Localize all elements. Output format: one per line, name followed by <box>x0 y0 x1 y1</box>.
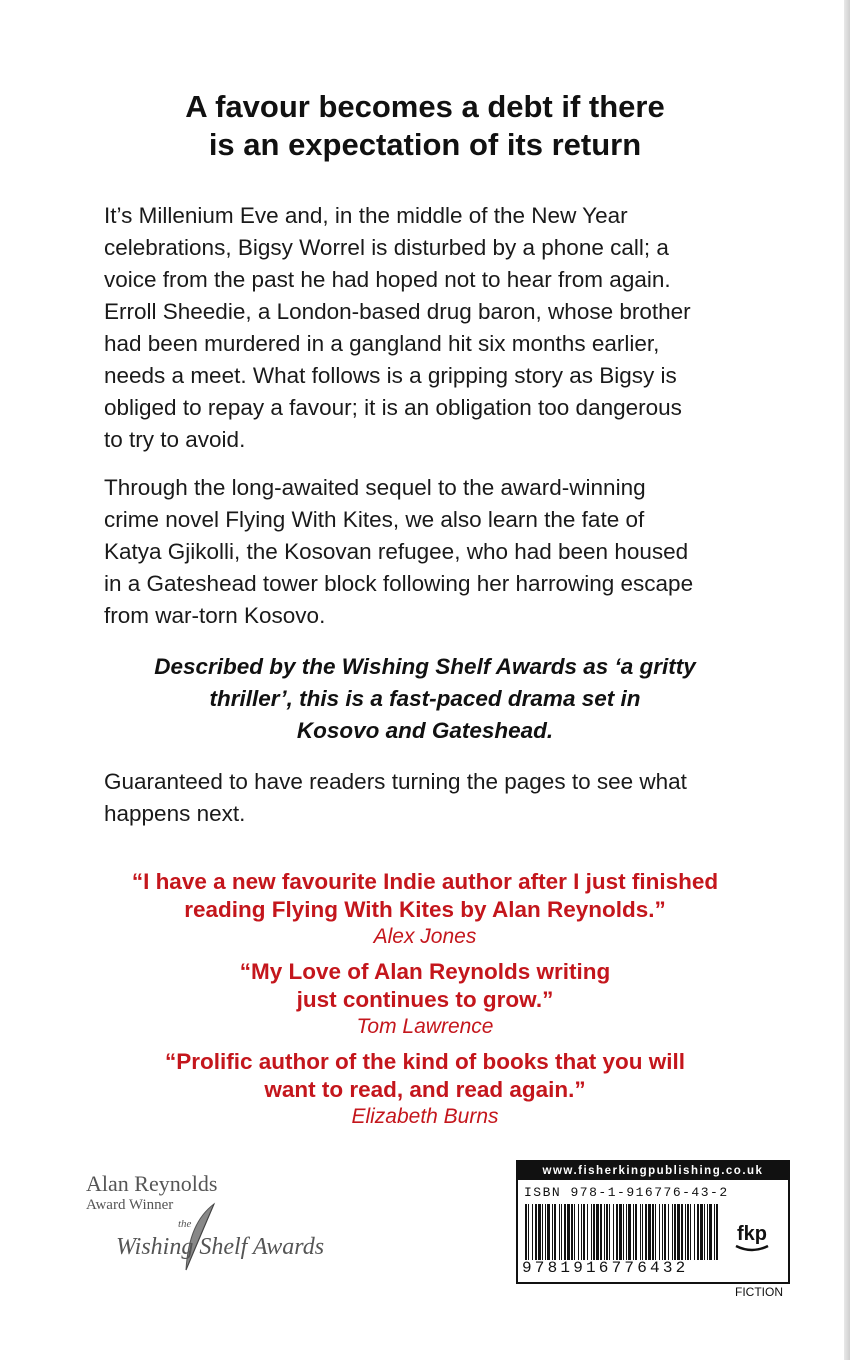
review-text-line: want to read, and read again.” <box>264 1077 586 1102</box>
barcode-bar <box>552 1204 553 1260</box>
barcode-bar <box>564 1204 566 1260</box>
barcode-bar <box>672 1204 673 1260</box>
isbn-text: ISBN 978-1-916776-43-2 <box>524 1185 729 1200</box>
barcode-bar <box>640 1204 641 1260</box>
genre-label: FICTION <box>735 1285 783 1299</box>
isbn-barcode-block <box>516 1160 790 1284</box>
award-callout <box>0 651 850 747</box>
barcode-bar <box>535 1204 537 1260</box>
publisher-logo-text: fkp <box>737 1223 767 1245</box>
review-quote <box>0 1048 850 1130</box>
barcode-bar <box>581 1204 582 1260</box>
blurb-line: obliged to repay a favour; it is an obligation too dangerous <box>104 395 682 420</box>
barcode-bar <box>532 1204 533 1260</box>
blurb-line: had been murdered in a gangland hit six months earlier, <box>104 331 660 356</box>
barcode-bar <box>561 1204 562 1260</box>
barcode-bar <box>554 1204 556 1260</box>
review-text-line: just continues to grow.” <box>296 987 554 1012</box>
barcode-bar <box>571 1204 573 1260</box>
barcode-bar <box>545 1204 546 1260</box>
barcode-bar <box>648 1204 651 1260</box>
barcode-bar <box>681 1204 683 1260</box>
barcode-bar <box>591 1204 592 1260</box>
blurb-line: needs a meet. What follows is a gripping story as Bigsy is <box>104 363 677 388</box>
barcode-bar <box>574 1204 575 1260</box>
barcode-bar <box>697 1204 699 1260</box>
barcode-bar <box>542 1204 543 1260</box>
barcode-bar <box>685 1204 686 1260</box>
barcode-bar <box>578 1204 579 1260</box>
award-title: Award Winner <box>86 1197 174 1213</box>
barcode-bar <box>635 1204 637 1260</box>
blurb-line: It’s Millenium Eve and, in the middle of the New Year <box>104 203 628 228</box>
barcode-bar <box>559 1204 560 1260</box>
barcode-bar <box>700 1204 703 1260</box>
wishing-shelf-awards-logo: Wishing Shelf Awards <box>116 1234 325 1260</box>
headline-line-1: A favour becomes a debt if there <box>185 89 665 124</box>
review-author: Tom Lawrence <box>356 1015 494 1038</box>
award-badge <box>86 1172 346 1282</box>
blurb-line: Katya Gjikolli, the Kosovan refugee, who had been housed <box>104 539 689 564</box>
review-author: Alex Jones <box>373 925 477 948</box>
blurb-line: happens next. <box>104 801 246 826</box>
barcode-bar <box>626 1204 627 1260</box>
barcode-bar <box>704 1204 705 1260</box>
review-quote <box>0 958 850 1040</box>
barcode-bar <box>587 1204 588 1260</box>
barcode-bar <box>662 1204 663 1260</box>
barcode <box>524 1204 722 1260</box>
headline-line-2: is an expectation of its return <box>208 127 642 162</box>
barcode-bar <box>616 1204 618 1260</box>
callout-line: Kosovo and Gateshead. <box>296 718 554 743</box>
barcode-bar <box>694 1204 695 1260</box>
barcode-bar <box>714 1204 715 1260</box>
blurb-paragraph-2 <box>104 472 764 632</box>
barcode-bar <box>628 1204 631 1260</box>
barcode-bar <box>690 1204 691 1260</box>
barcode-bar <box>596 1204 599 1260</box>
blurb-line: Erroll Sheedie, a London-based drug baron, whose brother <box>104 299 691 324</box>
blurb-line: voice from the past he had hoped not to hear from again. <box>104 267 671 292</box>
barcode-bar <box>668 1204 669 1260</box>
barcode-bar <box>707 1204 708 1260</box>
review-quote <box>0 868 850 950</box>
review-text-line: “My Love of Alan Reynolds writing <box>239 959 611 984</box>
barcode-bar <box>567 1204 570 1260</box>
blurb-paragraph-3 <box>104 766 764 830</box>
barcode-bar <box>677 1204 680 1260</box>
barcode-bar <box>674 1204 676 1260</box>
wishing-shelf-logo-the: the <box>178 1218 192 1230</box>
barcode-bar <box>633 1204 634 1260</box>
barcode-bar <box>642 1204 643 1260</box>
barcode-bar <box>609 1204 610 1260</box>
headline <box>0 88 850 164</box>
barcode-bar <box>525 1204 527 1260</box>
barcode-bar <box>547 1204 550 1260</box>
blurb-line: crime novel Flying With Kites, we also learn the fate of <box>104 507 645 532</box>
barcode-bar <box>593 1204 595 1260</box>
blurb-line: Through the long-awaited sequel to the award-winning <box>104 475 646 500</box>
barcode-bar <box>600 1204 602 1260</box>
review-text-line: “I have a new favourite Indie author after I just finished <box>131 869 719 894</box>
barcode-bar <box>528 1204 529 1260</box>
review-text-line: reading Flying With Kites by Alan Reynolds.” <box>184 897 666 922</box>
publisher-logo <box>730 1214 774 1258</box>
barcode-bar <box>606 1204 608 1260</box>
award-author-name: Alan Reynolds <box>86 1171 218 1196</box>
blurb-line: in a Gateshead tower block following her harrowing escape <box>104 571 694 596</box>
barcode-bar <box>709 1204 712 1260</box>
review-author: Elizabeth Burns <box>351 1105 499 1128</box>
barcode-digits: 9781916776432 <box>522 1259 689 1277</box>
barcode-bar <box>716 1204 718 1260</box>
blurb-line: from war-torn Kosovo. <box>104 603 326 628</box>
barcode-bar <box>664 1204 666 1260</box>
barcode-bar <box>613 1204 614 1260</box>
barcode-bar <box>659 1204 660 1260</box>
barcode-bar <box>583 1204 585 1260</box>
blurb-line: to try to avoid. <box>104 427 246 452</box>
barcode-bar <box>655 1204 656 1260</box>
blurb-line: Guaranteed to have readers turning the pages to see what <box>104 769 687 794</box>
callout-line: Described by the Wishing Shelf Awards as ‘a gritty <box>154 654 696 679</box>
barcode-bar <box>687 1204 689 1260</box>
blurb-line: celebrations, Bigsy Worrel is disturbed by a phone call; a <box>104 235 669 260</box>
blurb-paragraph-1 <box>104 200 764 456</box>
barcode-bar <box>538 1204 541 1260</box>
review-text-line: “Prolific author of the kind of books that you will <box>164 1049 685 1074</box>
barcode-bar <box>645 1204 647 1260</box>
publisher-website: www.fisherkingpublishing.co.uk <box>518 1162 788 1180</box>
callout-line: thriller’, this is a fast-paced drama set in <box>209 686 641 711</box>
barcode-bar <box>604 1204 605 1260</box>
barcode-bar <box>619 1204 622 1260</box>
barcode-bar <box>623 1204 624 1260</box>
barcode-bar <box>652 1204 654 1260</box>
